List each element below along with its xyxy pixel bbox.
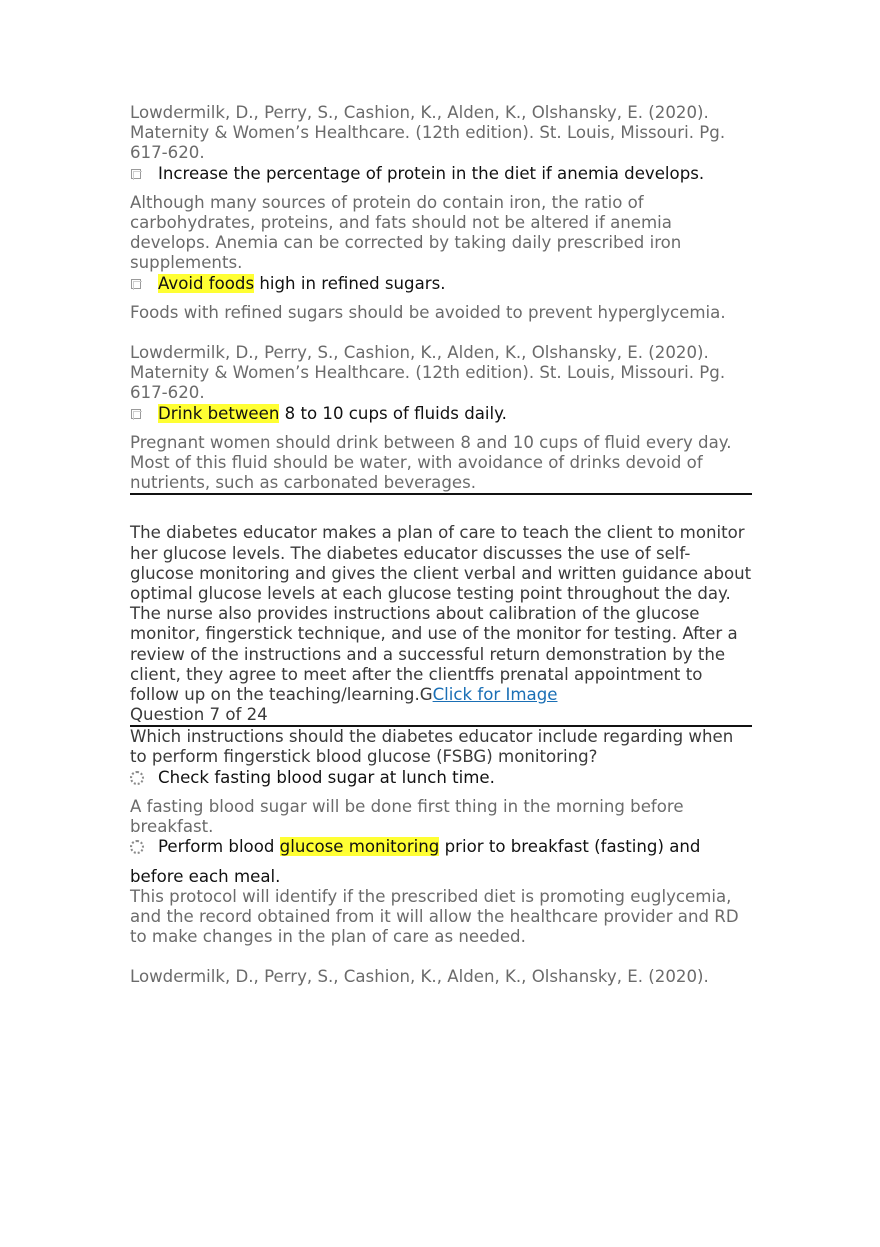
answer-option-lunch[interactable] xyxy=(130,768,752,788)
scenario-text xyxy=(130,523,752,705)
question-text: Which instructions should the diabetes educator include regarding when to perform fingerstick blood glucose (FSBG) monitoring? xyxy=(130,727,734,767)
answer-option-protein[interactable] xyxy=(130,164,752,184)
checkbox-icon[interactable] xyxy=(131,279,141,289)
answer-option-sugar[interactable] xyxy=(130,274,752,294)
option-text: Check fasting blood sugar at lunch time. xyxy=(158,767,495,787)
scenario-body: The diabetes educator makes a plan of care to teach the client to monitor her glucose levels. The diabetes educator discusses the use of self-glucose monitoring and gives the client verbal and written guidance about optimal glucose levels at each glucose testing point throughout the day. The nurse also provides instructions about calibration of the glucose monitor, fingerstick technique, and use of the monitor for testing. After a review of the instructions and a successful return demonstration by the client, they agree to meet after the clientffs prenatal appointment to follow up on the teaching/learning.G xyxy=(130,523,752,705)
question-number: Question 7 of 24 xyxy=(130,705,752,727)
rationale-text: Although many sources of protein do contain iron, the ratio of carbohydrates, proteins, and fats should not be altered if anemia develops. Anemia can be corrected by taking daily prescribed iron supplements. xyxy=(130,192,682,273)
checkbox-icon[interactable] xyxy=(131,409,141,419)
option-text-rest: 8 to 10 cups of fluids daily. xyxy=(279,403,507,423)
option-text-pre: Perform blood xyxy=(158,837,280,857)
option-text-continued: before each meal. xyxy=(130,866,281,886)
reference-citation: Lowdermilk, D., Perry, S., Cashion, K., Alden, K., Olshansky, E. (2020). Maternity & Women’s Healthcare. (12th edition). St. Louis, Missouri. Pg. 617-620. xyxy=(130,343,726,403)
checkbox-icon[interactable] xyxy=(131,169,141,179)
answer-option-fluids[interactable] xyxy=(130,404,752,424)
radio-icon[interactable] xyxy=(130,840,144,854)
radio-icon[interactable] xyxy=(130,771,144,785)
document-page xyxy=(130,103,752,988)
reference-citation: Lowdermilk, D., Perry, S., Cashion, K., Alden, K., Olshansky, E. (2020). xyxy=(130,967,709,987)
rationale-text: This protocol will identify if the prescribed diet is promoting euglycemia, and the record obtained from it will allow the healthcare provider and RD to make changes in the plan of care as needed. xyxy=(130,886,739,947)
reference-citation: Lowdermilk, D., Perry, S., Cashion, K., Alden, K., Olshansky, E. (2020). Maternity & Women’s Healthcare. (12th edition). St. Louis, Missouri. Pg. 617-620. xyxy=(130,103,726,163)
highlight: Drink between xyxy=(158,403,280,423)
highlight: Avoid foods xyxy=(158,273,255,293)
option-text-rest: prior to breakfast (fasting) and xyxy=(439,837,701,857)
rationale-text: Pregnant women should drink between 8 and 10 cups of fluid every day. Most of this fluid should be water, with avoidance of drinks devoid of nutrients, such as carbonated beverages. xyxy=(130,432,732,493)
click-for-image-link[interactable]: Click for Image xyxy=(432,685,558,705)
option-text: Increase the percentage of protein in the diet if anemia develops. xyxy=(158,163,705,183)
option-text xyxy=(158,274,446,294)
option-text-rest: high in refined sugars. xyxy=(254,273,446,293)
option-text xyxy=(158,837,700,857)
highlight: glucose monitoring xyxy=(279,837,440,857)
option-text xyxy=(158,404,507,424)
answer-option-meal[interactable] xyxy=(130,837,752,857)
rationale-text: A fasting blood sugar will be done first thing in the morning before breakfast. xyxy=(130,796,684,837)
rationale-text: Foods with refined sugars should be avoided to prevent hyperglycemia. xyxy=(130,302,726,322)
